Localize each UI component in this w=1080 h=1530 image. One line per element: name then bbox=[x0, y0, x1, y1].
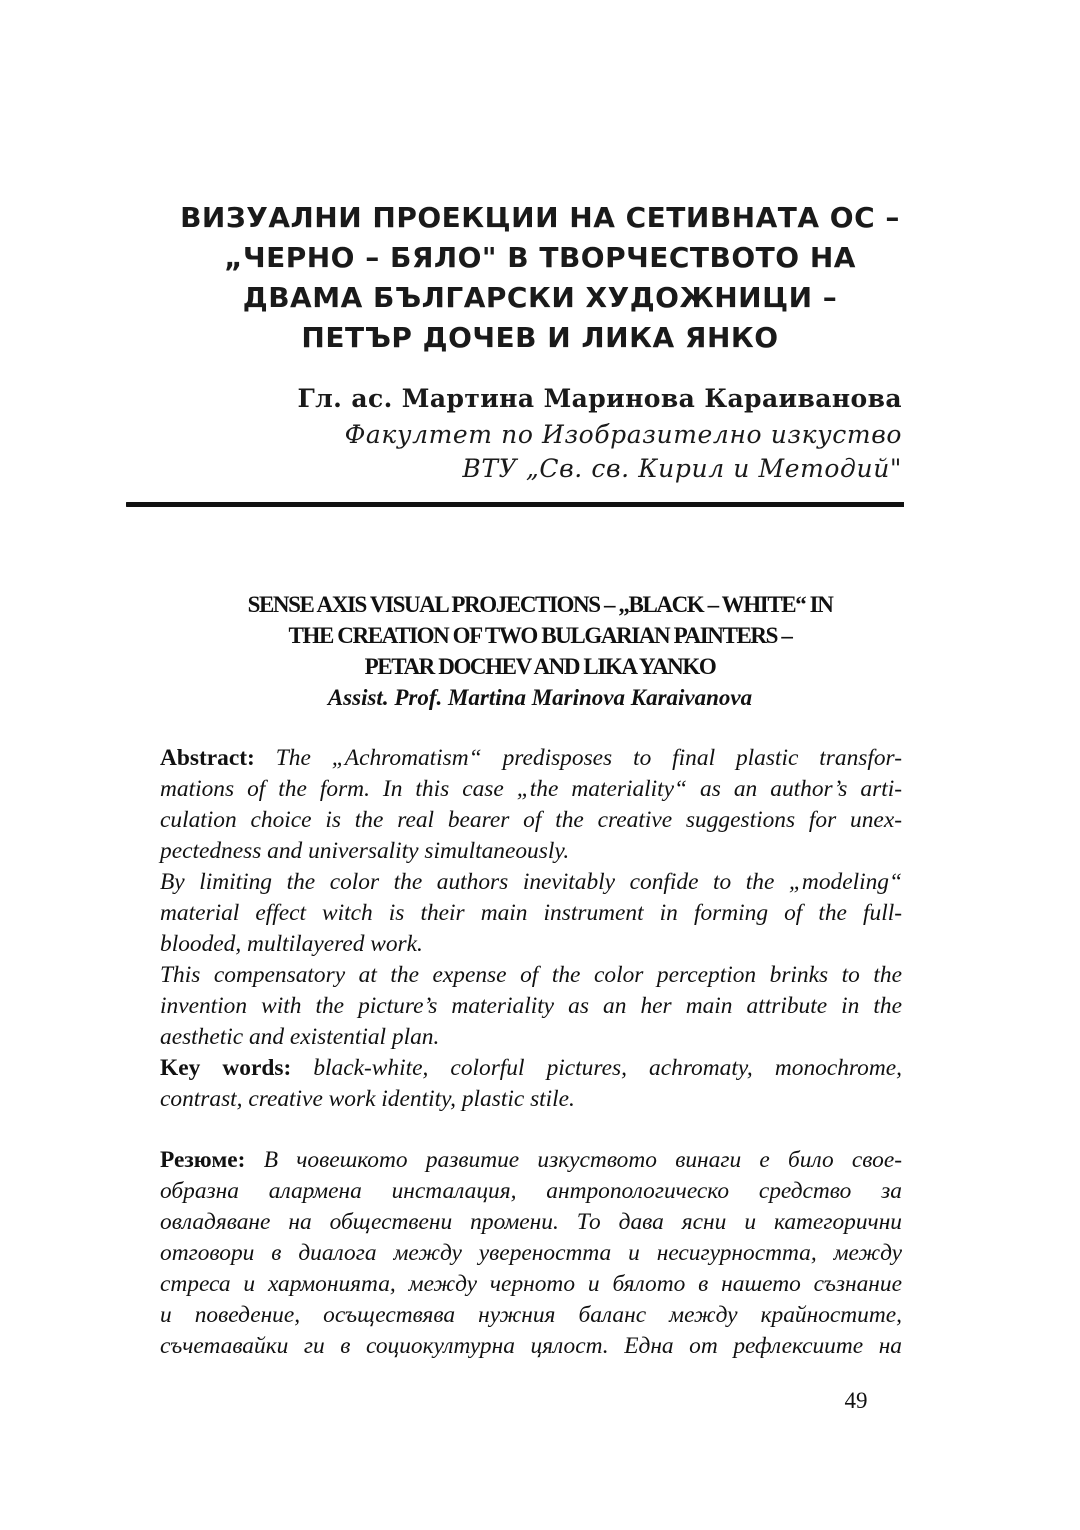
abstract-line: invention with the picture’s materiality as an her main attribute in the bbox=[160, 993, 902, 1019]
author-faculty: Факултет по Изобразително изкуство bbox=[344, 420, 902, 449]
bulgarian-title-line: ВИЗУАЛНИ ПРОЕКЦИИ НА СЕТИВНАТА ОС – bbox=[180, 201, 900, 234]
keywords-label: Key words: bbox=[160, 1055, 292, 1081]
abstract-line: material effect witch is their main instrument in forming of the full- bbox=[160, 900, 902, 926]
keywords-line: contrast, creative work identity, plastic stile. bbox=[160, 1086, 575, 1112]
resume-line: овладяване на обществени промени. То дава ясни и категорични bbox=[160, 1209, 902, 1235]
resume-line: стреса и хармонията, между черното и бялото в нашето съзнание bbox=[160, 1271, 902, 1297]
abstract-line: By limiting the color the authors inevitably confide to the „modeling“ bbox=[160, 869, 902, 895]
resume-first-line: В човешкото развитие изкуството винаги е било свое- bbox=[263, 1147, 902, 1173]
resume-line: и поведение, осъществява нужния баланс между крайностите, bbox=[160, 1302, 902, 1328]
author-block bbox=[142, 380, 902, 486]
bulgarian-title-line: ПЕТЪР ДОЧЕВ И ЛИКА ЯНКО bbox=[301, 321, 779, 354]
resume-label: Резюме: bbox=[160, 1147, 246, 1173]
abstract-line: culation choice is the real bearer of the creative suggestions for unex- bbox=[160, 807, 902, 833]
page-number: 49 bbox=[844, 1388, 868, 1413]
title-divider bbox=[126, 502, 904, 507]
abstract-line bbox=[160, 743, 902, 774]
english-title-line: PETAR DOCHEV AND LIKA YANKO bbox=[364, 654, 716, 679]
abstract-line: This compensatory at the expense of the color perception brinks to the bbox=[160, 962, 902, 988]
author-university: ВТУ „Св. св. Кирил и Методий" bbox=[462, 454, 902, 483]
keywords-line bbox=[160, 1053, 902, 1084]
keywords-first-line: black-white, colorful pictures, achromaty, monochrome, bbox=[313, 1055, 902, 1081]
resume-section bbox=[160, 1145, 902, 1362]
resume-line: образна алармена инсталация, антропологическо средство за bbox=[160, 1178, 902, 1204]
english-title bbox=[150, 589, 930, 713]
abstract-line: mations of the form. In this case „the materiality“ as an author’s arti- bbox=[160, 776, 902, 802]
resume-line: отговори в диалога между увереността и несигурността, между bbox=[160, 1240, 902, 1266]
abstract-line: pectedness and universality simultaneously. bbox=[160, 838, 570, 864]
resume-line bbox=[160, 1145, 902, 1176]
resume-line: съчетавайки ги в социокултурна цялост. Една от рефлексиите на bbox=[160, 1333, 902, 1359]
author-name: Гл. ас. Мартина Маринова Караиванова bbox=[297, 384, 902, 413]
english-author: Assist. Prof. Martina Marinova Karaivanova bbox=[327, 685, 753, 710]
abstract-line: aesthetic and existential plan. bbox=[160, 1024, 440, 1050]
bulgarian-title-line: „ЧЕРНО – БЯЛО" В ТВОРЧЕСТВОТО НА bbox=[224, 241, 856, 274]
abstract-section bbox=[160, 743, 902, 1115]
abstract-line: blooded, multilayered work. bbox=[160, 931, 423, 957]
bulgarian-title-line: ДВАМА БЪЛГАРСКИ ХУДОЖНИЦИ – bbox=[242, 281, 838, 314]
abstract-first-line: The „Achromatism“ predisposes to final plastic transfor- bbox=[275, 745, 902, 771]
bulgarian-title bbox=[150, 198, 930, 358]
abstract-label: Abstract: bbox=[160, 745, 255, 771]
english-title-line: SENSE AXIS VISUAL PROJECTIONS – „BLACK – WHITE“ IN bbox=[247, 592, 833, 617]
english-title-line: THE CREATION OF TWO BULGARIAN PAINTERS – bbox=[288, 623, 792, 648]
